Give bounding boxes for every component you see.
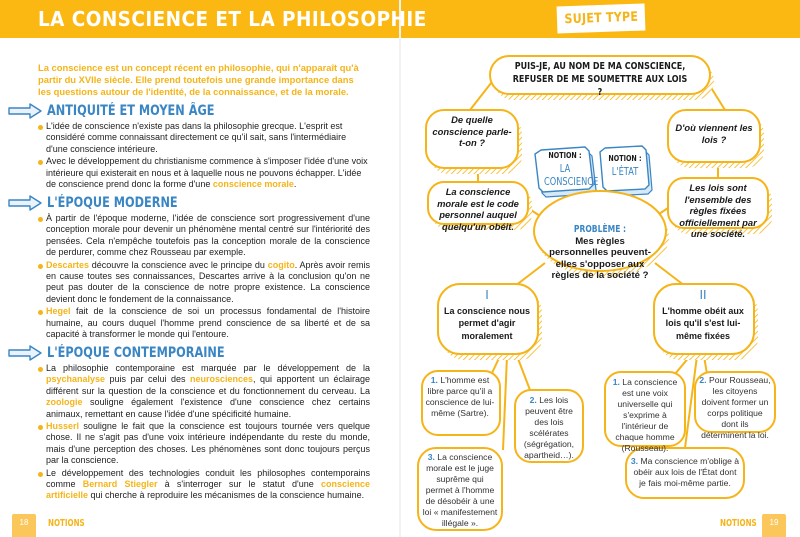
highlighted-term: zoologie (46, 397, 83, 408)
argument-text: La conscience est une voix universelle qui s'exprime à l'intérieur de chaque homme (Rousseau). (615, 377, 678, 453)
argument-number: 1. (612, 377, 620, 387)
section-antiquite-list (38, 121, 370, 191)
argument-1-2 (518, 395, 580, 461)
notion-label: NOTION : (608, 154, 642, 163)
problem-text: Mes règles personnelles peuvent-elles s'opposer aux règles de la société ? (549, 235, 651, 281)
highlighted-term: cogito (267, 259, 295, 270)
highlighted-term: Husserl (46, 421, 80, 432)
bullet-item (38, 260, 370, 306)
problem-box (546, 224, 654, 282)
bullet-item (38, 306, 370, 340)
arrow-right-icon (8, 103, 42, 119)
bullet-text: À partir de l'époque moderne, l'idée de conscience sort progressivement d'une conception morale pour devenir un phénomène mental centré sur l'intériorité des pensées. Cela n'empêche toutefois pas la conception morale de la conscience de perdurer, comme chez Rousseau par exemple. (46, 213, 370, 258)
section-moderne-list (38, 213, 370, 341)
part-numeral: II (699, 288, 707, 302)
argument-2-1 (607, 377, 683, 454)
arrow-right-icon (8, 345, 42, 361)
argument-number: 2. (699, 375, 707, 385)
bullet-text: qui cherche à reproduire les mécanismes de la conscience humaine. (88, 490, 365, 501)
argument-1-1 (425, 375, 495, 419)
section-heading-moderne (8, 195, 215, 211)
argument-1-3 (422, 452, 498, 529)
page-number-right: 19 (762, 514, 786, 537)
highlighted-term: Hegel (46, 306, 71, 317)
footer-label-right: NOTIONS (720, 518, 757, 529)
connector (517, 356, 530, 390)
left-question: De quelle conscience parle-t-on ? (432, 114, 512, 148)
highlighted-term: Descartes (46, 259, 90, 270)
highlighted-term: conscience artificielle (46, 479, 370, 501)
intro-paragraph: La conscience est un concept récent en philosophie, qui n'apparaît qu'à partir du XVIIe siècle. Elle prend toutefois une grande importance dans les questions autour de l'identité, de la connaissance, et de la morale. (38, 62, 359, 97)
section-title: L'ÉPOQUE MODERNE (47, 195, 178, 211)
bullet-item (38, 156, 370, 190)
bullet-item (38, 363, 370, 420)
notion-value: LA CONSCIENCE (544, 161, 599, 188)
argument-2-3 (630, 456, 740, 489)
highlighted-term: psychanalyse (46, 374, 106, 385)
section-heading-contemporaine (8, 345, 275, 361)
argument-text: L'homme est libre parce qu'il a conscience de lui-même (Sartre). (425, 375, 495, 418)
section-title: ANTIQUITÉ ET MOYEN ÂGE (47, 103, 215, 119)
bullet-text: , qui apportent un éclairage différent sur la question de la conscience et du fonctionnement du cerveau. La (46, 374, 371, 396)
bullet-text: . (293, 179, 297, 190)
argument-text: Ma conscience m'oblige à obéir aux lois de l'État dont je fais moi-même partie. (633, 456, 740, 488)
bullet-text: à s'interroger sur le statut d'une (157, 479, 321, 490)
notion-conscience (537, 150, 599, 188)
connector (655, 263, 685, 286)
notion-etat (602, 153, 648, 178)
arrow-right-icon (8, 195, 42, 211)
bullet-text: Avec le développement du christianisme commence à s'imposer l'idée d'une voix intérieure qui existerait en nous et à laquelle nous ne pouvons échapper. L'idée de conscience prend donc la forme d'une (46, 156, 368, 190)
connector (515, 263, 545, 286)
bullet-item (38, 468, 370, 502)
footer-label-left: NOTIONS (48, 518, 85, 529)
bullet-item (38, 121, 370, 155)
argument-text: La conscience morale est le juge suprême qui permet à l'homme de désobéir à une loi « manifestement illégale ». (422, 452, 498, 528)
bullet-text: L'idée de conscience n'existe pas dans la philosophie grecque. L'esprit est considéré comme connaissant directement ce qu'il sait, sans l'intermédiaire d'une conscience intérieure. (46, 121, 347, 154)
bullet-item (38, 213, 370, 259)
main-question: PUIS-JE, AU NOM DE MA CONSCIENCE, REFUSER DE ME SOUMETTRE AUX LOIS ? (512, 61, 688, 98)
highlighted-term: neurosciences (189, 374, 254, 385)
bullet-text: La philosophie contemporaine est marquée par le développement de la (46, 363, 370, 373)
argument-number: 3. (630, 456, 639, 466)
sujet-type-label: SUJET TYPE (563, 9, 639, 28)
bullet-text: découvre la conscience avec le principe du (89, 259, 268, 270)
sujet-type-tag (557, 3, 646, 33)
problem-label: PROBLÈME : (573, 224, 627, 235)
argument-number: 1. (430, 375, 438, 385)
part-title: L'homme obéit aux lois qu'il s'est lui-même fixées (662, 305, 744, 341)
page-number-left: 18 (12, 514, 36, 537)
highlighted-term: conscience morale (212, 179, 294, 190)
section-contemporaine-list (38, 363, 370, 503)
bullet-text: . Après avoir remis en cause toutes ses connaissances, Descartes arrive à la conclusion qu'on ne peut pas douter de la conscience de notre propre existence. La conscience devient donc le fondement de la connaissance. (46, 259, 370, 304)
part-one (440, 290, 534, 342)
bullet-text: Le développement des technologies conduit les philosophes contemporains comme (46, 467, 370, 490)
bullet-text: fait de la conscience de soi un processus fondamental de l'histoire humaine, au cours duquel l'homme prend conscience de sa liberté et de sa capacité à transformer le monde qui l'entoure. (46, 306, 370, 340)
argument-number: 2. (529, 395, 537, 405)
left-answer: La conscience morale est le code personnel auquel quelqu'un obéit. (437, 186, 519, 232)
right-question: D'où viennent les lois ? (675, 122, 753, 145)
bullet-item (38, 421, 370, 467)
section-heading-antiquite (8, 103, 262, 119)
argument-text: Les lois peuvent être des lois scélérates (ségrégation, apartheid…). (523, 395, 575, 460)
part-title: La conscience nous permet d'agir moralement (443, 305, 531, 341)
argument-number: 3. (427, 452, 435, 462)
notion-label: NOTION : (548, 151, 582, 160)
argument-2-2 (698, 375, 772, 441)
section-title: L'ÉPOQUE CONTEMPORAINE (47, 345, 225, 361)
highlighted-term: Bernard Stiegler (82, 479, 158, 490)
page-title: LA CONSCIENCE ET LA PHILOSOPHIE (38, 7, 427, 31)
part-numeral: I (485, 288, 489, 302)
argument-text: Pour Rousseau, les citoyens doivent former un corps politique dont ils déterminent la loi. (701, 375, 771, 440)
bullet-text: souligne également l'existence d'une conscience chez certains animaux, remettant en cause l'idée d'une spécificité humaine. (46, 397, 370, 419)
notion-value: L'ÉTAT (611, 164, 639, 178)
right-answer: Les lois sont l'ensemble des règles fixées officiellement par une société. (679, 182, 757, 239)
connector (503, 356, 507, 450)
bullet-text: puis par celui des (105, 374, 190, 385)
bullet-text: souligne le fait que la conscience est toujours tournée vers quelque chose. Il ne s'agit pas d'une voix intérieure indépendante du reste du monde, mais d'une perception des choses. Les phénomènes sont donc toujours perçus par la conscience. (46, 421, 370, 466)
part-two (656, 290, 750, 342)
